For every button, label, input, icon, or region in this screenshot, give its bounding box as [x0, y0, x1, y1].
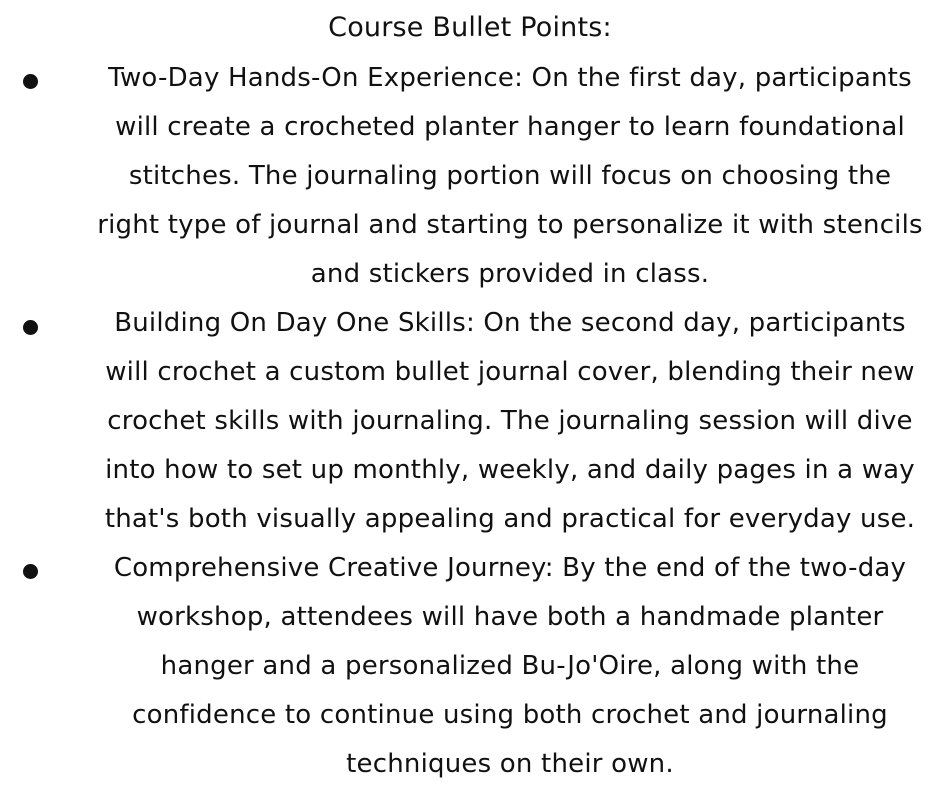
- text-line: stitches. The journaling portion will focus on choosing the: [128, 161, 892, 191]
- text-line: hanger and a personalized Bu-Jo'Oire, along with the: [160, 651, 860, 681]
- bullet-dot-icon: [23, 320, 38, 335]
- bullet-dot-icon: [23, 564, 38, 579]
- bullet-text: [70, 299, 940, 544]
- text-line: confidence to continue using both crochet and journaling: [132, 700, 888, 730]
- text-line: right type of journal and starting to personalize it with stencils: [97, 210, 923, 240]
- text-line: Two-Day Hands-On Experience: On the first day, participants: [108, 63, 912, 93]
- bullet-text: [70, 544, 940, 789]
- text-line: workshop, attendees will have both a handmade planter: [136, 602, 884, 632]
- bullet-dot-icon: [23, 74, 38, 89]
- text-line: Building On Day One Skills: On the second day, participants: [114, 308, 906, 338]
- text-line: techniques on their own.: [346, 749, 674, 779]
- text-line: that's both visually appealing and practical for everyday use.: [104, 504, 916, 534]
- bullet-text: [70, 54, 940, 299]
- text-line: crochet skills with journaling. The journaling session will dive: [107, 406, 913, 436]
- text-line: into how to set up monthly, weekly, and daily pages in a way: [105, 455, 915, 485]
- text-line: will crochet a custom bullet journal cover, blending their new: [105, 357, 915, 387]
- page-title: Course Bullet Points:: [328, 12, 612, 43]
- text-line: and stickers provided in class.: [310, 259, 710, 289]
- text-line: Comprehensive Creative Journey: By the end of the two-day: [113, 553, 907, 583]
- text-line: will create a crocheted planter hanger to learn foundational: [115, 112, 905, 142]
